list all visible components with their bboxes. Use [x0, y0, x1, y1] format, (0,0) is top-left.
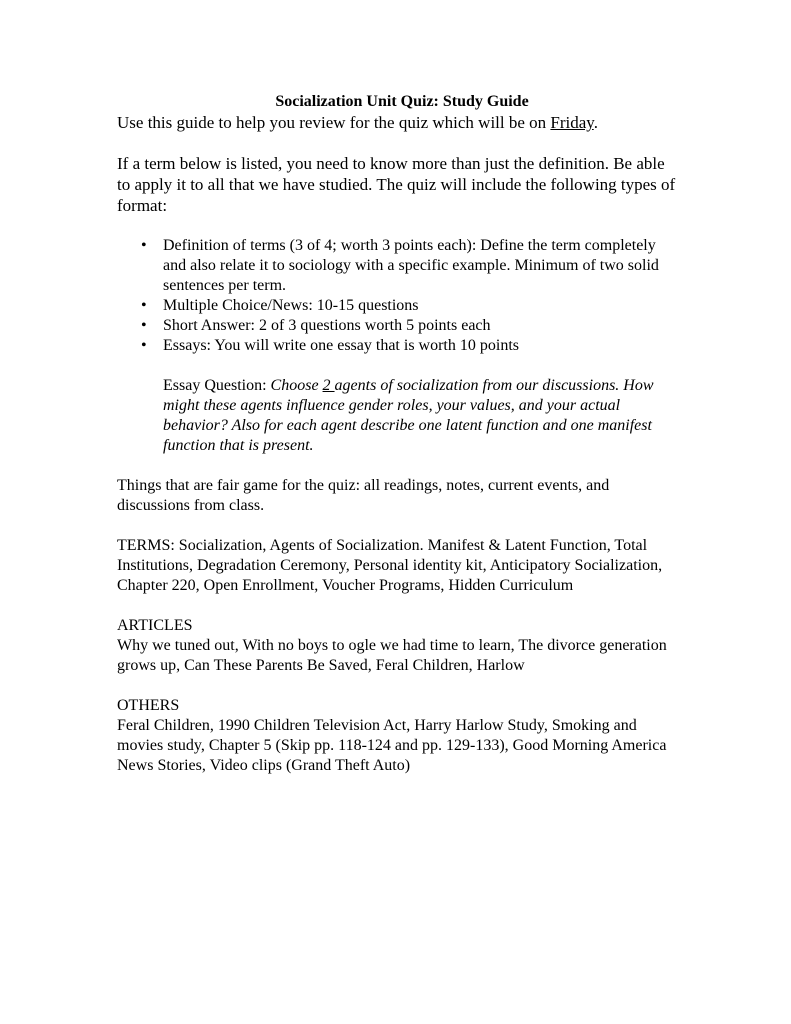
list-item-text: Multiple Choice/News: 10-15 questions: [163, 297, 419, 314]
articles-heading: ARTICLES: [117, 617, 193, 634]
essay-label: Essay Question:: [163, 377, 271, 394]
bullet-icon: •: [141, 317, 147, 334]
fair-game-paragraph: Things that are fair game for the quiz: all readings, notes, current events, and discussions from class.: [117, 477, 610, 514]
intro-text: Use this guide to help you review for the quiz which will be on: [117, 113, 551, 132]
format-list: [117, 236, 677, 356]
spacer: [117, 133, 677, 153]
essay-italic-body: agents of socialization from our discussions. How might these agents influence gender roles, your values, and your actual behavior? Also for each agent describe one latent function and one manifest function that is present.: [163, 377, 654, 454]
list-item: [117, 236, 677, 296]
intro-paragraph: [117, 112, 677, 133]
spacer: [117, 216, 677, 236]
instructions-paragraph: If a term below is listed, you need to know more than just the definition. Be able to apply it to all that we have studied. The quiz will include the following types of format:: [117, 154, 676, 215]
intro-end: .: [593, 113, 598, 132]
essay-question: [117, 376, 677, 456]
list-item: [117, 316, 677, 336]
study-guide-page: [117, 92, 677, 776]
terms-paragraph: TERMS: Socialization, Agents of Socialization. Manifest & Latent Function, Total Institutions, Degradation Ceremony, Personal identity kit, Anticipatory Socialization, Chapter 220, Open Enrollment, Voucher Programs, Hidden Curriculum: [117, 537, 663, 594]
others-heading: OTHERS: [117, 697, 180, 714]
bullet-icon: •: [141, 337, 147, 354]
list-item-text: Essays: You will write one essay that is worth 10 points: [163, 337, 519, 354]
articles-list: Why we tuned out, With no boys to ogle we had time to learn, The divorce generation grows up, Can These Parents Be Saved, Feral Children, Harlow: [117, 637, 667, 674]
spacer: [117, 516, 677, 536]
list-item: [117, 336, 677, 356]
list-item-text: Definition of terms (3 of 4; worth 3 points each): Define the term completely and also relate it to sociology with a specific example. Minimum of two solid sentences per term.: [163, 237, 659, 294]
spacer: [117, 356, 677, 376]
spacer: [117, 456, 677, 476]
essay-italic-start: Choose: [270, 377, 323, 394]
page-title: Socialization Unit Quiz: Study Guide: [275, 93, 529, 110]
list-item: [117, 296, 677, 316]
bullet-icon: •: [141, 297, 147, 314]
bullet-icon: •: [141, 237, 147, 254]
others-list: Feral Children, 1990 Children Television Act, Harry Harlow Study, Smoking and movies study, Chapter 5 (Skip pp. 118-124 and pp. 129-133), Good Morning America News Stories, Video clips (Grand Theft Auto): [117, 717, 667, 774]
quiz-day: Friday: [550, 113, 594, 132]
essay-number: 2: [322, 377, 335, 394]
spacer: [117, 596, 677, 616]
list-item-text: Short Answer: 2 of 3 questions worth 5 points each: [163, 317, 491, 334]
spacer: [117, 676, 677, 696]
